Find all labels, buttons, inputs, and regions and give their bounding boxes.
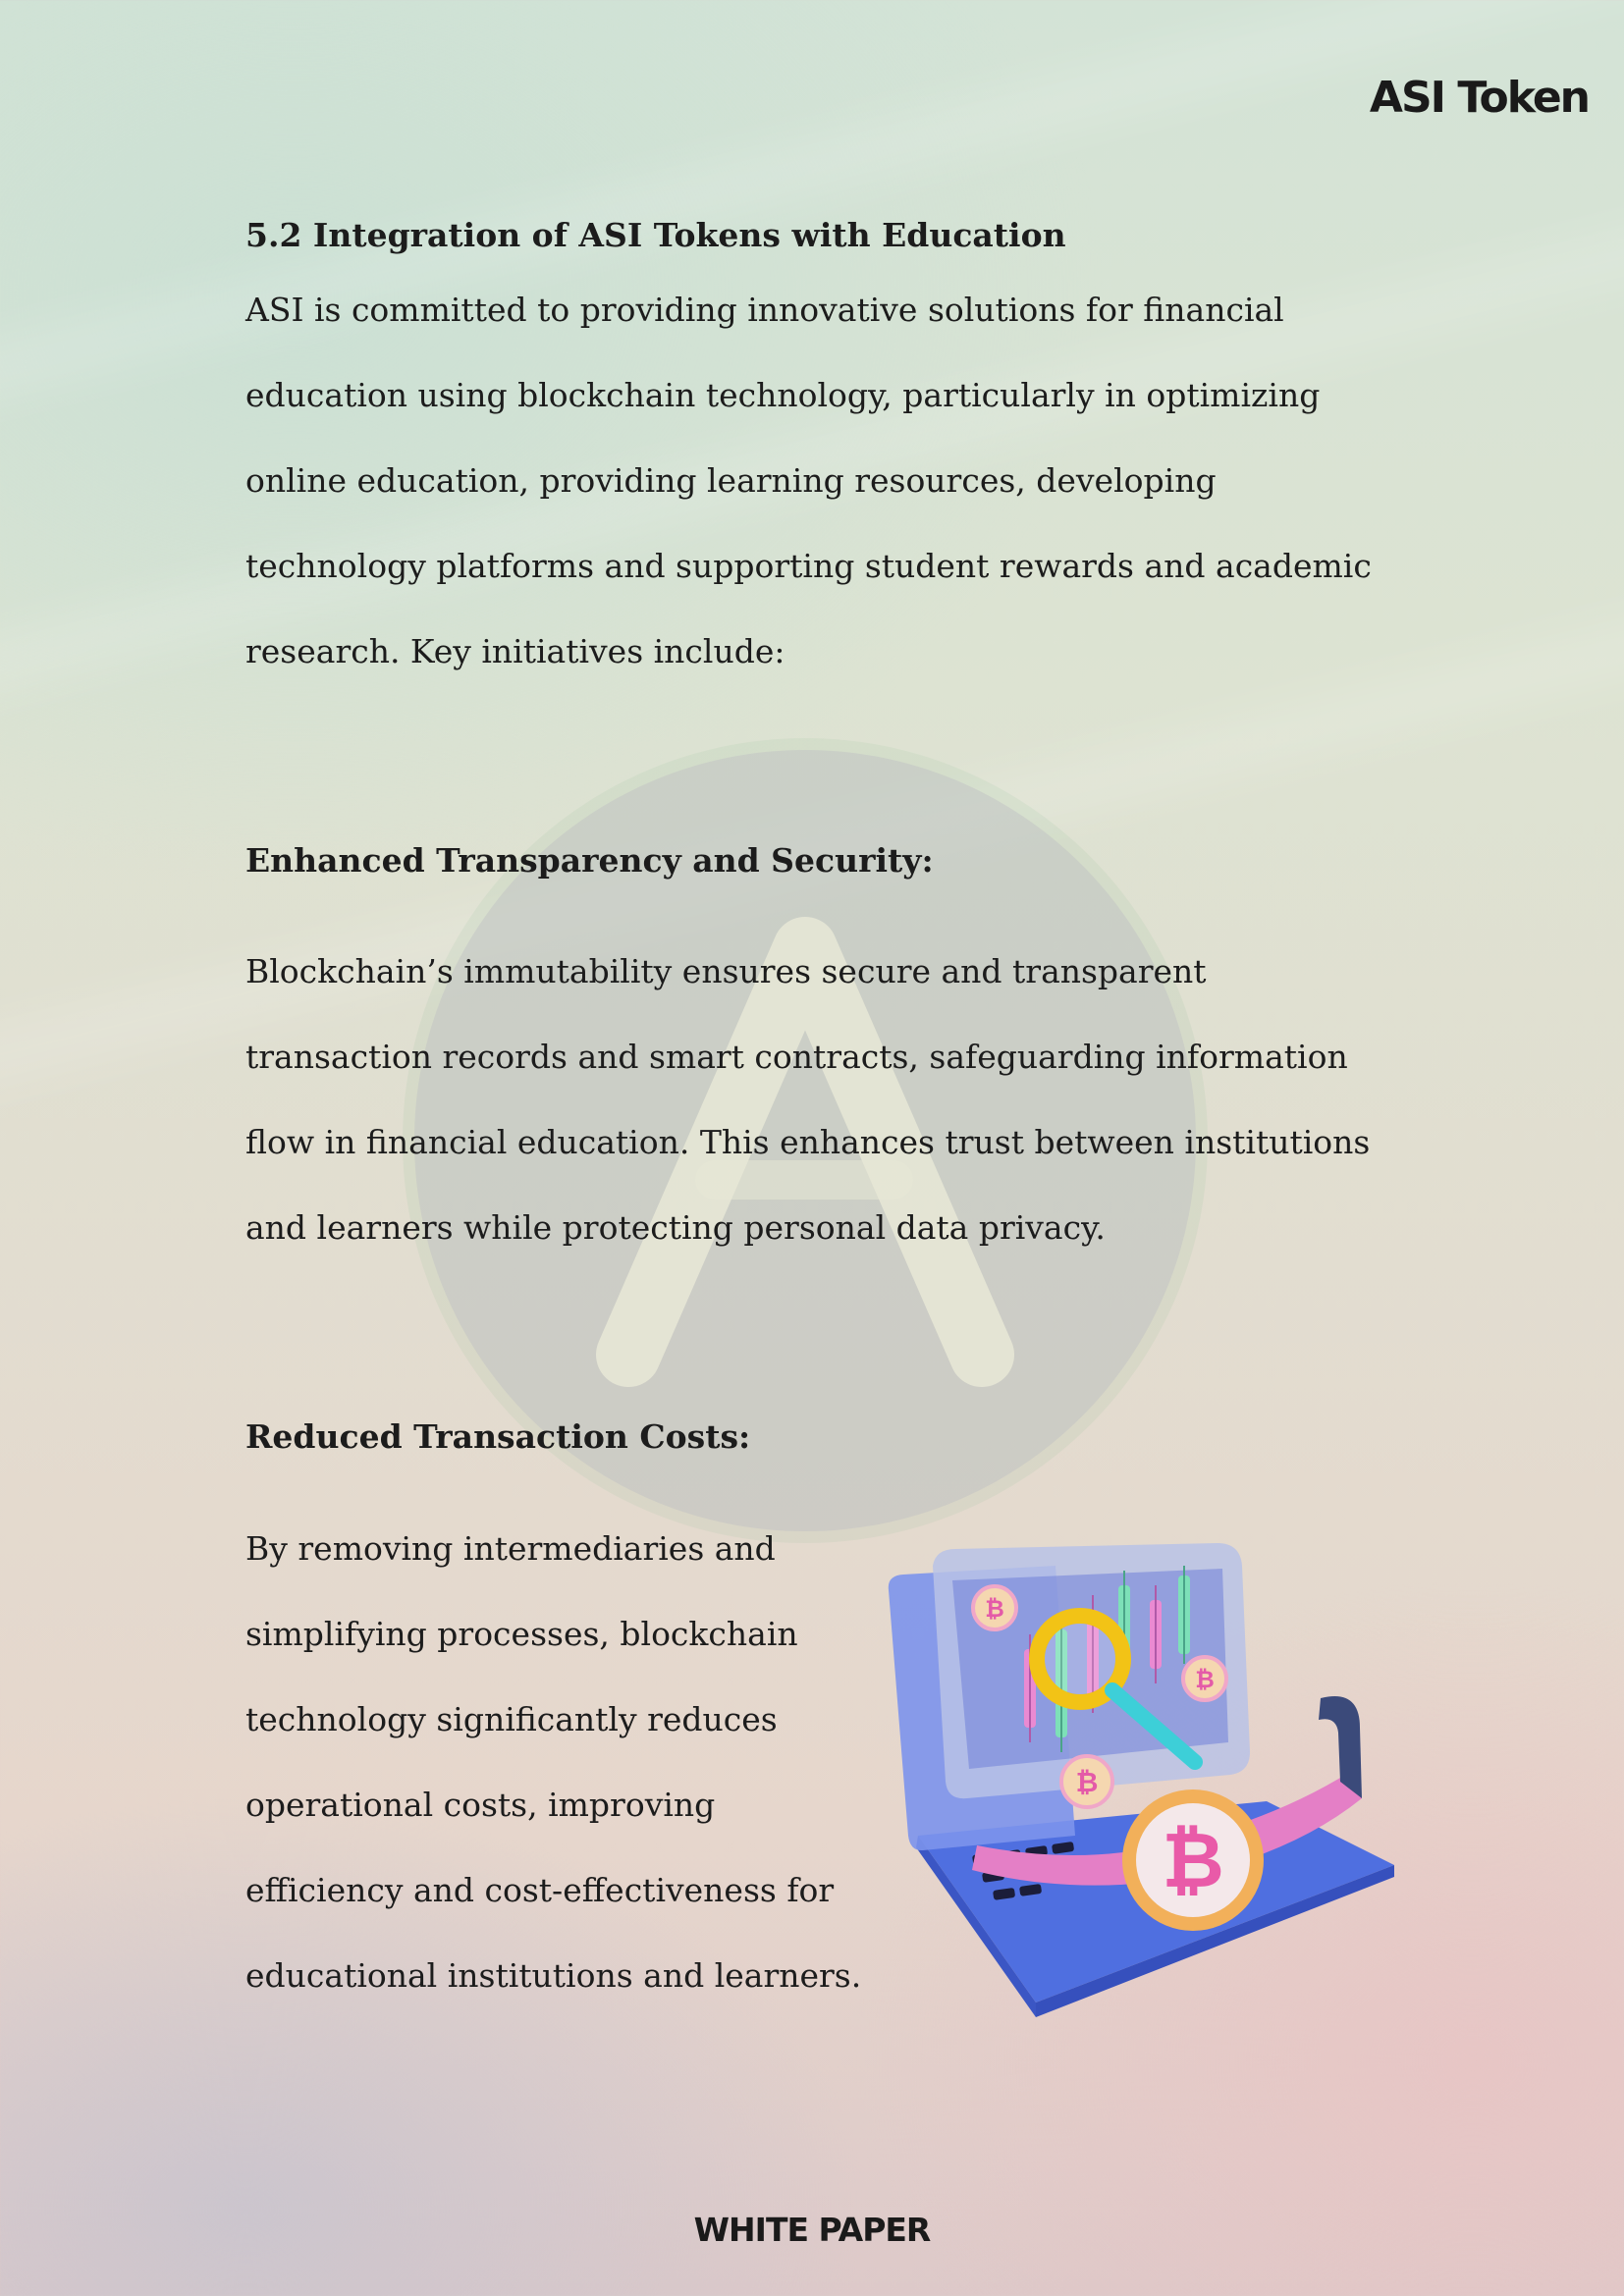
initiative-title-transparency: Enhanced Transparency and Security:: [245, 840, 934, 880]
svg-text:₿: ₿: [985, 1595, 1004, 1623]
intro-line: online education, providing learning resources, developing: [245, 460, 1217, 500]
svg-text:₿: ₿: [1162, 1817, 1224, 1905]
intro-line: education using blockchain technology, particularly in optimizing: [245, 375, 1321, 414]
footer-label: WHITE PAPER: [693, 2211, 931, 2249]
paragraph-line: By removing intermediaries and: [245, 1528, 776, 1568]
brand-logo: ASI Token: [1369, 73, 1589, 123]
svg-text:₿: ₿: [1195, 1666, 1215, 1693]
intro-line: technology platforms and supporting student rewards and academic: [245, 546, 1372, 585]
paragraph-line: technology significantly reduces: [245, 1699, 778, 1738]
initiative-paragraph-costs: [245, 1506, 874, 2018]
paragraph-line: operational costs, improving: [245, 1785, 716, 1824]
paragraph-line: flow in financial education. This enhances trust between institutions: [245, 1123, 1371, 1162]
section-title: 5.2 Integration of ASI Tokens with Education: [245, 216, 1066, 254]
svg-text:₿: ₿: [1075, 1766, 1099, 1798]
intro-line: ASI is committed to providing innovative solutions for financial: [245, 290, 1284, 329]
intro-paragraph: [245, 267, 1394, 694]
paragraph-line: efficiency and cost-effectiveness for: [245, 1870, 835, 1909]
paragraph-line: transaction records and smart contracts, safeguarding information: [245, 1038, 1348, 1077]
paragraph-line: Blockchain’s immutability ensures secure and transparent: [245, 952, 1207, 991]
paragraph-line: simplifying processes, blockchain: [245, 1614, 798, 1653]
paragraph-line: educational institutions and learners.: [245, 1955, 862, 1995]
intro-line: research. Key initiatives include:: [245, 631, 785, 670]
initiative-title-costs: Reduced Transaction Costs:: [245, 1417, 751, 1457]
paragraph-line: and learners while protecting personal data privacy.: [245, 1208, 1106, 1248]
initiative-paragraph-transparency: [245, 929, 1394, 1270]
crypto-laptop-icon: [879, 1541, 1404, 2017]
